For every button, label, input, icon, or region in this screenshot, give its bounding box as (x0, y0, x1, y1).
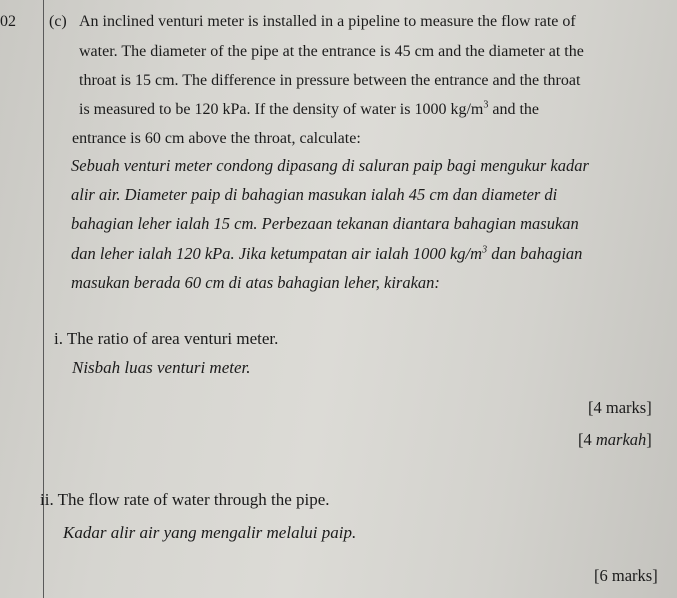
english-line-5: entrance is 60 cm above the throat, calculate: (72, 130, 361, 147)
english-line-2: water. The diameter of the pipe at the entrance is 45 cm and the diameter at the (79, 43, 584, 60)
malay-line-3: bahagian leher ialah 15 cm. Perbezaan tekanan diantara bahagian masukan (71, 214, 579, 233)
question-number: 02 (0, 13, 16, 30)
english-line-4: is measured to be 120 kPa. If the density of water is 1000 $kg/m^3$ and the (79, 99, 540, 118)
subquestion-ii-marks: [6 marks] (594, 566, 658, 585)
malay-line-2: alir air. Diameter paip di bahagian masukan ialah 45 cm dan diameter di (71, 185, 558, 204)
malay-line-5: masukan berada 60 cm di atas bahagian leher, kirakan: (71, 273, 440, 292)
subquestion-i-marks: [4 marks] (588, 398, 652, 417)
part-label: (c) (49, 13, 67, 30)
english-line-3: throat is 15 cm. The difference in pressure between the entrance and the throat (79, 72, 581, 89)
english-line-1: An inclined venturi meter is installed in a pipeline to measure the flow rate of (79, 13, 576, 30)
subquestion-i-label: i. The ratio of area venturi meter. (54, 329, 279, 348)
subquestion-i-malay: Nisbah luas venturi meter. (72, 358, 251, 377)
subquestion-ii-malay: Kadar alir air yang mengalir melalui paip. (63, 523, 357, 542)
subquestion-i-markah: [4 markah] (578, 430, 652, 449)
subquestion-ii-label: ii. The flow rate of water through the pipe. (40, 490, 330, 509)
malay-line-1: Sebuah venturi meter condong dipasang di saluran paip bagi mengukur kadar (71, 156, 589, 175)
malay-line-4: dan leher ialah 120 kPa. Jika ketumpatan air ialah 1000 $kg/m^3$ dan bahagian (71, 244, 583, 263)
